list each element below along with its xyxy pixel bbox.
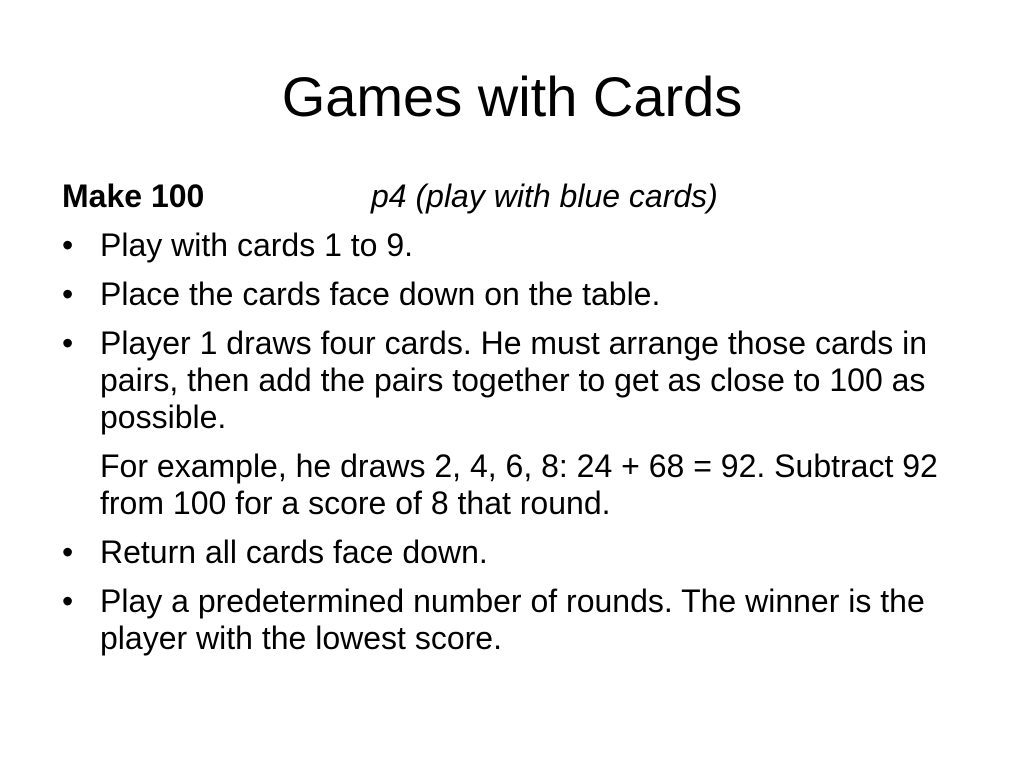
bullet-text: Place the cards face down on the table. [100,276,661,312]
game-heading [62,178,992,215]
bullet-item [62,325,992,436]
bullet-icon: • [62,325,74,361]
bullet-text: Return all cards face down. [100,534,488,570]
bullet-item [62,227,992,264]
bullet-text: Play a predetermined number of rounds. The winner is the player with the lowest score. [100,583,925,656]
bullet-icon: • [62,583,74,619]
game-name: Make 100 [62,178,205,214]
bullet-text: Player 1 draws four cards. He must arrange those cards in pairs, then add the pairs together to get as close to 100 as possible. [100,325,928,435]
bullet-icon: • [62,276,74,312]
slide-body [62,178,992,669]
bullet-item [62,534,992,571]
bullet-icon: • [62,227,74,263]
slide-title: Games with Cards [281,65,743,128]
bullet-icon: • [62,534,74,570]
bullet-item [62,583,992,657]
game-note: p4 (play with blue cards) [371,178,718,214]
bullet-item [62,276,992,313]
bullet-text: Play with cards 1 to 9. [100,227,414,263]
example-paragraph: For example, he draws 2, 4, 6, 8: 24 + 68 = 92. Subtract 92 from 100 for a score of 8 that round. [100,448,938,521]
